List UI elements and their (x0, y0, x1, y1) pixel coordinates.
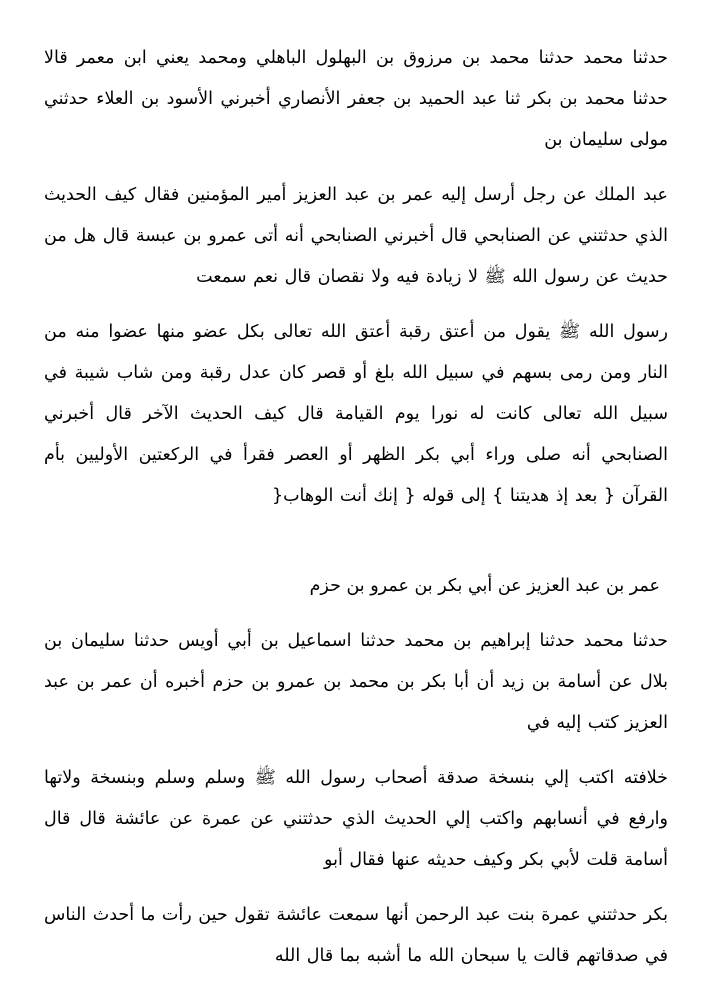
paragraph-6: بكر حدثتني عمرة بنت عبد الرحمن أنها سمعت عائشة تقول حين رأت ما أحدث الناس في صدقاتهم قالت يا سبحان الله ما أشبه بما قال الله (44, 905, 668, 966)
paragraph-gap (44, 881, 668, 895)
paragraph-1: حدثنا محمد حدثنا محمد بن مرزوق بن البهلول الباهلي ومحمد يعني ابن معمر قالا حدثنا محمد بن بكر ثنا عبد الحميد بن جعفر الأنصاري أخبرني الأسود بن العلاء حدثني مولى سليمان بن (44, 48, 668, 150)
document-page (44, 38, 668, 977)
paragraph-5: خلافته اكتب إلي بنسخة صدقة أصحاب رسول الله ﷺ وسلم وسلم وبنسخة ولاتها وارفع في أنسابهم واكتب إلي الحديث الذي حدثتني عن عمرة عن عائشة قال قال أسامة قلت لأبي بكر وكيف حديثه عنها فقال أبو (44, 768, 668, 870)
paragraph-gap (44, 298, 668, 312)
section-gap (44, 517, 668, 566)
paragraph-3: رسول الله ﷺ يقول من أعتق رقبة أعتق الله تعالى بكل عضو منها عضوا منه من النار ومن رمى بسهم في سبيل الله بلغ أو قصر كان عدل رقبة ومن شاب شيبة في سبيل الله تعالى كانت له نورا يوم القيامة قال كيف الحديث الآخر قال أخبرني الصنابحي أنه صلى وراء أبي بكر الظهر أو العصر فقرأ في الركعتين الأوليين بأم القرآن { بعد إذ هديتنا } إلى قوله { إنك أنت الوهاب{ (44, 322, 668, 506)
paragraph-gap (44, 607, 668, 621)
paragraph-2: عبد الملك عن رجل أرسل إليه عمر بن عبد العزيز أمير المؤمنين فقال كيف الحديث الذي حدثتني عن الصنابحي قال أخبرني الصنابحي أنه أتى عمرو بن عبسة قال هل من حديث عن رسول الله ﷺ لا زيادة فيه ولا نقصان قال نعم سمعت (44, 185, 668, 287)
paragraph-gap (44, 744, 668, 758)
paragraph-gap (44, 161, 668, 175)
paragraph-4: حدثنا محمد حدثنا إبراهيم بن محمد حدثنا اسماعيل بن أبي أويس حدثنا سليمان بن بلال عن أسامة بن زيد أن أبا بكر بن محمد بن عمرو بن حزم أخبره أن عمر بن عبد العزيز كتب إليه في (44, 631, 668, 733)
section-heading: عمر بن عبد العزيز عن أبي بكر بن عمرو بن حزم (309, 576, 660, 596)
